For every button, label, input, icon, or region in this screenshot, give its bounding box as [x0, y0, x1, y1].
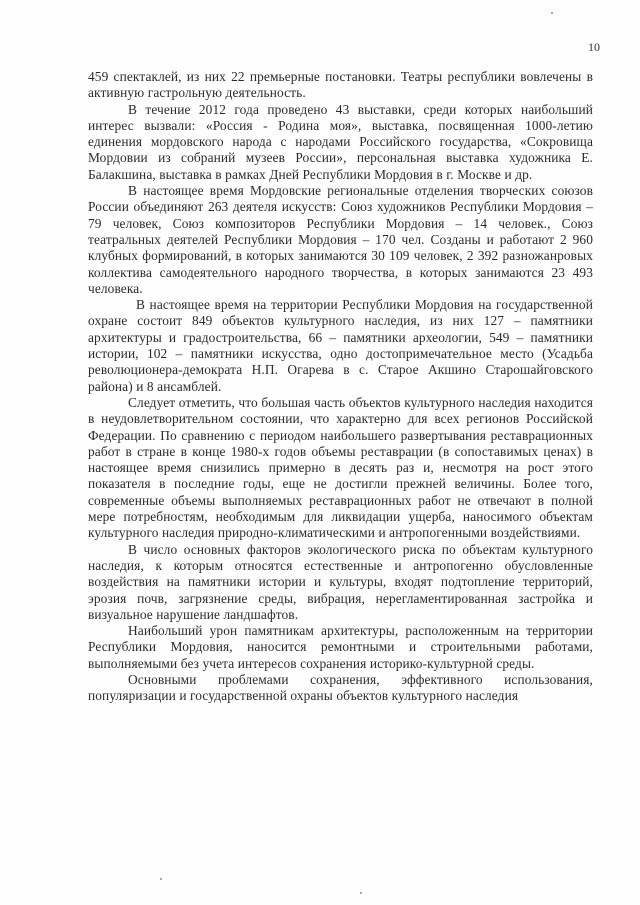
document-body [88, 69, 593, 705]
scan-speck [160, 878, 162, 880]
paragraph-main-problems: Основными проблемами сохранения, эффективного использования, популяризации и государственной охраны объектов культурного наследия [88, 671, 593, 704]
page-number: 10 [588, 40, 600, 54]
paragraph-damage: Наибольший урон памятникам архитектуры, расположенным на территории Республики Мордовия, наносится ремонтными и строительными работами, выполняемыми без учета интересов сохранения историко-культурной среды. [88, 623, 593, 671]
paragraph-heritage-objects: В настоящее время на территории Республики Мордовия на государственной охране состоит 849 объектов культурного наследия, из них 127 – памятники архитектуры и градостроительства, 66 – памятники археологии, 549 – памятники истории, 102 – памятники искусства, одно достопримечательное место (Усадьба революционера-демократа Н.П. Огарева в с. Старое Акшино Старошайговского района) и 8 ансамблей. [88, 297, 593, 394]
paragraph-condition: Следует отметить, что большая часть объектов культурного наследия находится в неудовлетворительном состоянии, что характерно для всех регионов Российской Федерации. По сравнению с периодом наибольшего развертывания реставрационных работ в стране в конце 1980-х годов объемы реставрации (в сопоставимых ценах) в настоящее время снизились примерно в десять раз и, несмотря на рост этого показателя в последние годы, еще не достигли прежней величины. Более того, современные объемы выполняемых реставрационных работ не отвечают в полной мере потребностям, необходимым для ликвидации ущерба, наносимого объектам культурного наследия природно-климатическими и антропогенными воздействиями. [88, 394, 593, 541]
paragraph-ecological-risk: В число основных факторов экологического риска по объектам культурного наследия, к которым относятся естественные и антропогенно обусловленные воздействия на памятники истории и культуры, входят подтопление территорий, эрозия почв, загрязнение среды, вибрация, нерегламентированная застройка и визуальное нарушение ландшафтов. [88, 541, 593, 622]
paragraph-exhibitions: В течение 2012 года проведено 43 выставки, среди которых наибольший интерес вызвали: «Россия - Родина моя», выставка, посвященная 1000-летию единения мордовского народа с народами Российского государства, «Сокровища Мордовии из собраний музеев России», персональная выставка художника Е. Балакшина, выставка в рамках Дней Республики Мордовия в г. Москве и др. [88, 101, 593, 182]
paragraph-theatres: 459 спектаклей, из них 22 премьерные постановки. Театры республики вовлечены в активную гастрольную деятельность. [88, 69, 593, 101]
scan-speck [360, 892, 362, 894]
scan-speck [551, 12, 553, 14]
paragraph-creative-unions: В настоящее время Мордовские региональные отделения творческих союзов России объединяют 263 деятеля искусств: Союз художников Республики Мордовия – 79 человек, Союз композиторов Республики Мордовия – 14 человек., Союз театральных деятелей Республики Мордовия – 170 чел. Созданы и работают 2 960 клубных формирований, в которых занимаются 30 109 человек, 2 392 разножанровых коллектива самодеятельного народного творчества, в которых занимаются 23 493 человека. [88, 183, 593, 296]
